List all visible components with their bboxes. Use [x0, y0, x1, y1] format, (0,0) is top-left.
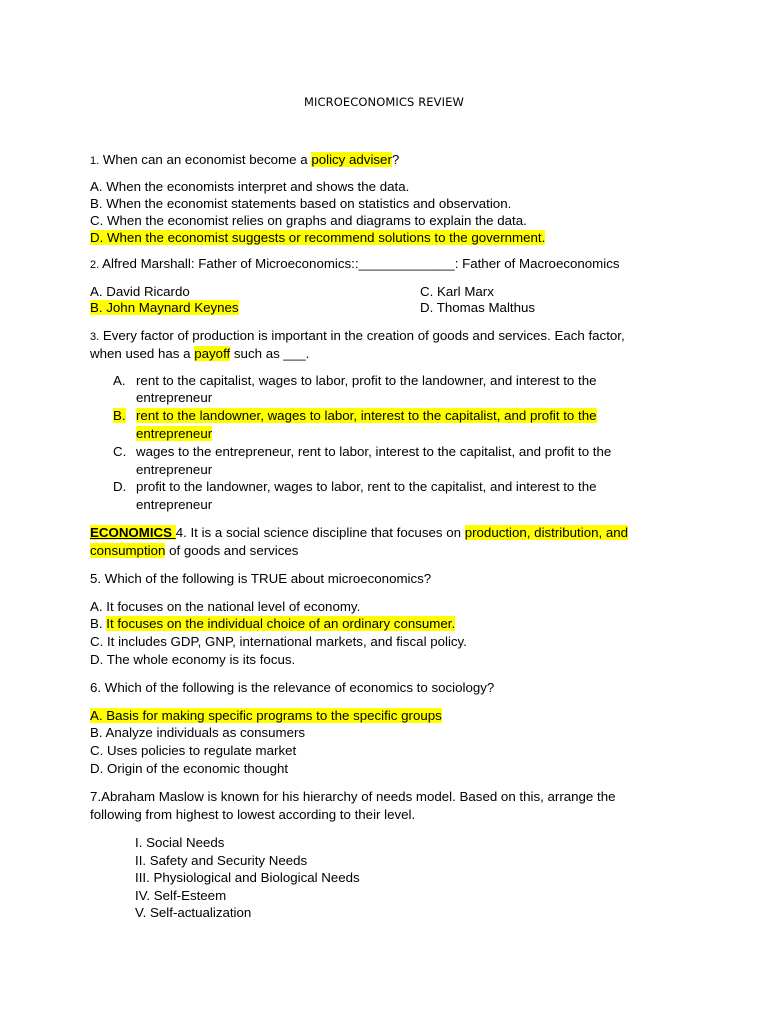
q5-option-d: D. The whole economy is its focus. [90, 652, 296, 667]
question-6: 6. Which of the following is the relevance of economics to sociology? [90, 680, 495, 695]
question-5: 5. Which of the following is TRUE about microeconomics? [90, 571, 432, 586]
q6-option-c: C. Uses policies to regulate market [90, 743, 297, 758]
q6-option-d: D. Origin of the economic thought [90, 761, 289, 776]
q3-option-b-line-1: rent to the landowner, wages to labor, interest to the capitalist, and profit to the [136, 408, 597, 423]
q1-option-a: A. When the economists interpret and shows the data. [90, 179, 410, 194]
q3-option-d-line-1: profit to the landowner, wages to labor, rent to the capitalist, and interest to the [136, 479, 597, 494]
q3-option-c-line-1: wages to the entrepreneur, rent to labor, interest to the capitalist, and profit to the [136, 444, 612, 459]
question-4-line-1: ECONOMICS 4. It is a social science discipline that focuses on production, distribution, and [90, 525, 629, 540]
q6-option-b: B. Analyze individuals as consumers [90, 725, 306, 740]
highlighted-term: payoff [194, 346, 231, 361]
q1-option-c: C. When the economist relies on graphs and diagrams to explain the data. [90, 213, 527, 228]
q5-option-a: A. It focuses on the national level of economy. [90, 599, 361, 614]
q7-item: V. Self-actualization [135, 905, 252, 920]
highlighted-term: production, distribution, and [464, 525, 629, 540]
q3-option-b-letter: B. [113, 408, 126, 423]
q3-option-d-letter: D. [113, 479, 127, 494]
q3-option-a-line-2: entrepreneur [136, 390, 213, 405]
q3-option-d-line-2: entrepreneur [136, 497, 213, 512]
q3-option-b-line-2: entrepreneur [136, 426, 213, 441]
question-number: 3. [90, 331, 100, 343]
q2-option-c: C. Karl Marx [420, 284, 494, 299]
q1-option-d-answer: D. When the economist suggests or recommend solutions to the government. [90, 230, 546, 245]
answer-term: ECONOMICS [90, 525, 176, 540]
q2-option-a: A. David Ricardo [90, 284, 190, 299]
highlighted-term: consumption [90, 543, 166, 558]
highlighted-term: policy adviser [311, 152, 392, 167]
q7-item: II. Safety and Security Needs [135, 853, 308, 868]
document-title: MICROECONOMICS REVIEW [304, 95, 464, 109]
question-7-line-1: 7.Abraham Maslow is known for his hierarchy of needs model. Based on this, arrange the [90, 789, 616, 804]
q7-item: I. Social Needs [135, 835, 225, 850]
q1-option-b: B. When the economist statements based on statistics and observation. [90, 196, 512, 211]
q2-option-d: D. Thomas Malthus [420, 300, 536, 315]
q6-option-a-answer: A. Basis for making specific programs to the specific groups [90, 708, 442, 723]
q7-item: III. Physiological and Biological Needs [135, 870, 360, 885]
q3-option-c-letter: C. [113, 444, 127, 459]
q3-option-a-line-1: rent to the capitalist, wages to labor, profit to the landowner, and interest to the [136, 373, 597, 388]
q5-option-b-answer: B. It focuses on the individual choice of an ordinary consumer. [90, 616, 456, 631]
question-1: 1. When can an economist become a policy adviser? [90, 152, 400, 167]
question-number: 2. [90, 259, 100, 271]
q2-option-b-answer: B. John Maynard Keynes [90, 300, 239, 315]
question-3-line-2: when used has a payoff such as ___. [90, 346, 310, 361]
question-2: 2. Alfred Marshall: Father of Microeconomics::_____________: Father of Macroeconomics [90, 256, 620, 271]
question-number: 1. [90, 155, 100, 167]
q3-option-c-line-2: entrepreneur [136, 462, 213, 477]
q5-option-c: C. It includes GDP, GNP, international markets, and fiscal policy. [90, 634, 467, 649]
question-7-line-2: following from highest to lowest according to their level. [90, 807, 416, 822]
question-3-line-1: 3. Every factor of production is important in the creation of goods and services. Each factor, [90, 328, 625, 343]
question-4-line-2: consumption of goods and services [90, 543, 299, 558]
q7-item: IV. Self-Esteem [135, 888, 227, 903]
q3-option-a-letter: A. [113, 373, 126, 388]
